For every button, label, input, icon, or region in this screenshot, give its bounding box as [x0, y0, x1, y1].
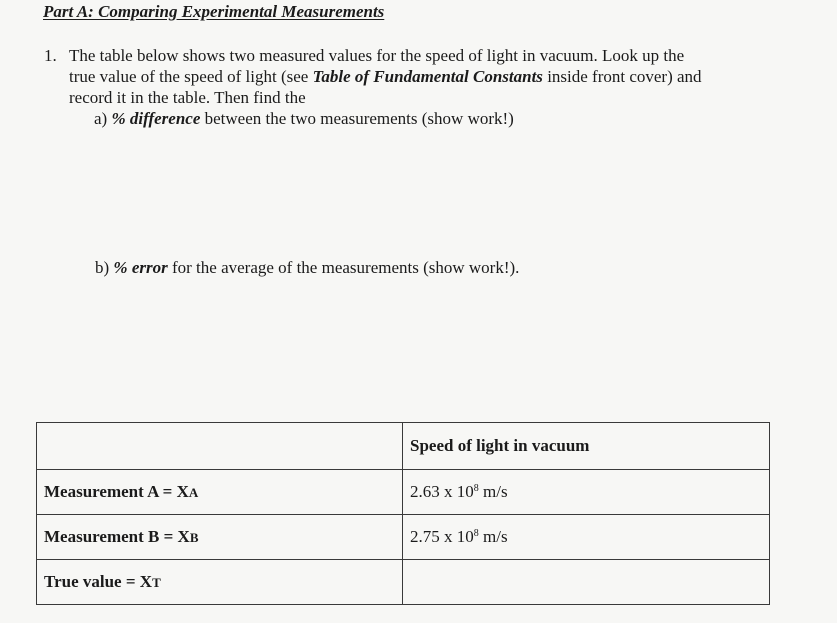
table-row — [37, 470, 770, 515]
row-label-text: Measurement A = X — [44, 482, 189, 501]
question-number: 1. — [44, 46, 57, 65]
percent-error-term: % error — [113, 258, 168, 277]
section-title: Part A: Comparing Experimental Measurements — [43, 2, 385, 21]
value-mantissa: 2.75 x 10 — [410, 527, 474, 546]
value-unit: m/s — [478, 482, 508, 501]
percent-difference-term: % difference — [111, 109, 201, 128]
row-label-text: Measurement B = X — [44, 527, 190, 546]
value-unit: m/s — [478, 527, 508, 546]
question-line-3: record it in the table. Then find the — [69, 88, 306, 107]
question-line-2 — [69, 67, 702, 87]
row-label-text: True value = X — [44, 572, 153, 591]
value-exponent: 8 — [473, 483, 479, 494]
measurement-a-label — [37, 470, 403, 515]
measurement-a-value — [403, 470, 770, 515]
row-label-subscript: B — [189, 530, 199, 545]
header-blank-cell — [37, 423, 403, 470]
question-line-2-pre: true value of the speed of light (see — [69, 67, 313, 86]
table-header-row — [37, 423, 770, 470]
part-b-text: for the average of the measurements (show work!). — [167, 258, 520, 277]
constants-table-reference: Table of Fundamental Constants — [312, 67, 543, 86]
table-row — [37, 560, 770, 605]
value-exponent: 8 — [473, 528, 479, 539]
measurement-table — [36, 422, 770, 605]
measurement-b-label — [37, 515, 403, 560]
value-mantissa: 2.63 x 10 — [410, 482, 474, 501]
measurement-b-value — [403, 515, 770, 560]
true-value-entry[interactable] — [403, 560, 770, 605]
part-a-text: between the two measurements (show work!) — [200, 109, 514, 128]
part-a-label: a) — [94, 109, 112, 128]
part-b-prompt — [95, 258, 519, 278]
true-value-label — [37, 560, 403, 605]
part-b-label: b) — [95, 258, 114, 277]
row-label-subscript: A — [188, 485, 199, 500]
question-line-2-post: inside front cover) and — [542, 67, 702, 86]
speed-of-light-header: Speed of light in vacuum — [403, 423, 770, 470]
row-label-subscript: T — [152, 575, 161, 590]
table-row — [37, 515, 770, 560]
question-line-1: The table below shows two measured values for the speed of light in vacuum. Look up the — [69, 46, 685, 65]
part-a-prompt — [94, 109, 514, 129]
